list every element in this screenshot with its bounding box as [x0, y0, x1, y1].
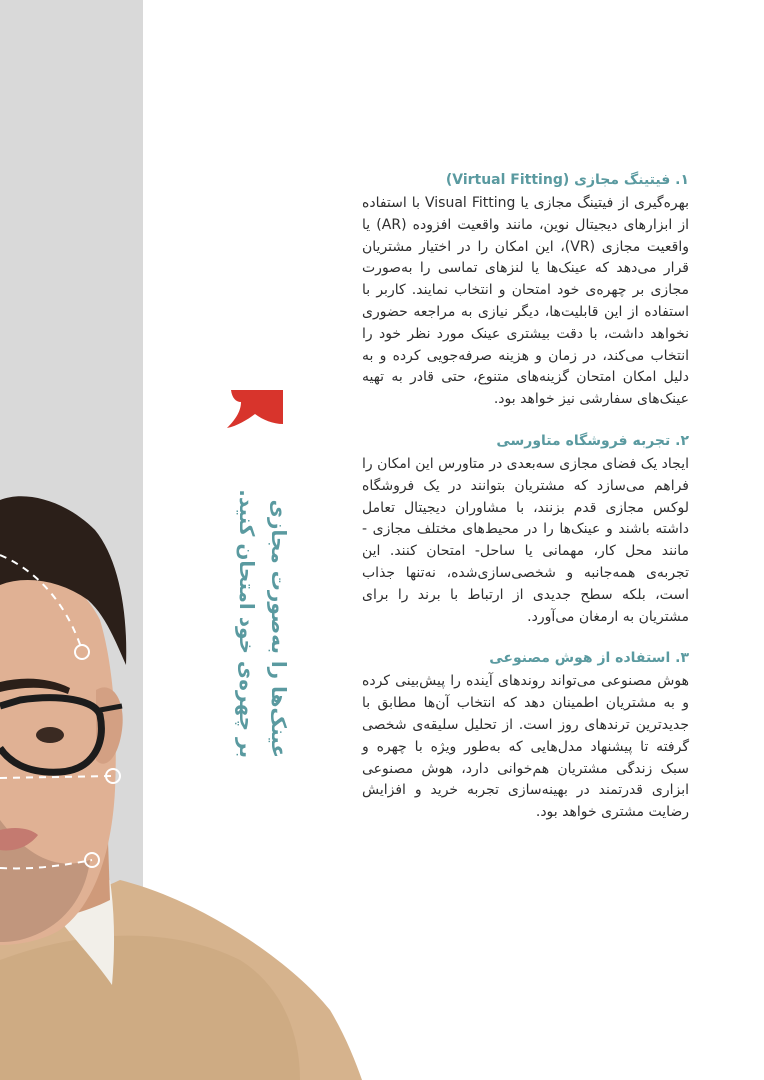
section-body: هوش مصنوعی می‌تواند روندهای آینده را پیش‌بینی کرده و به مشتریان اطمینان دهد که انتخاب آن‌ها مطابق با جدیدترین ترندهای روز است. از تحلیل سلیقه‌ی شخصی گرفته تا پیشنهاد مدل‌هایی که به‌طور ویژه با چهره و سبک زندگی مشتریان هم‌خوانی دارد، هوش مصنوعی ابزاری قدرتمند در بهینه‌سازی تجربه خرید و افزایش رضایت مشتری خواهد بود.	[362, 673, 689, 821]
article-content	[362, 170, 689, 844]
section-heading: ۲. تجربه فروشگاه متاورسی	[496, 432, 689, 449]
section-heading: ۳. استفاده از هوش مصنوعی	[489, 650, 689, 667]
red-accent-mark	[223, 390, 285, 430]
vertical-title-line1: عینک‌ها را به‌صورت مجازی	[267, 499, 291, 758]
section-body: بهره‌گیری از فیتینگ مجازی یا Visual Fitting با استفاده از ابزارهای دیجیتال نوین، مانند واقعیت افزوده (AR) یا واقعیت مجازی (VR)، این امکان را در اختیار مشتریان قرار می‌دهد که عینک‌ها یا لنزهای تماسی را به‌صورت مجازی بر چهره‌ی خود امتحان و انتخاب نمایند. کاربر با استفاده از این قابلیت‌ها، دیگر نیازی به مراجعه حضوری نخواهد داشت، با دقت بیشتری عینک مورد نظر خود را انتخاب می‌کند، در زمان و هزینه صرفه‌جویی کرده و به دلیل امکان امتحان گزینه‌های متنوع، حتی قادر به تهیه عینک‌های سفارشی نیز خواهد بود.	[362, 195, 690, 408]
section-body: ایجاد یک فضای مجازی سه‌بعدی در متاورس این امکان را فراهم می‌سازد که مشتریان بتوانند در یک فروشگاه لوکس مجازی قدم بزنند، با مشاوران دیجیتال تعامل داشته باشند و عینک‌ها را در محیط‌های مختلف مجازی - مانند محل کار، مهمانی یا ساحل- امتحان کنند. این تجربه‌ی همه‌جانبه و شخصی‌سازی‌شده، نه‌تنها جذاب است، بلکه سطح جدیدی از ارتباط با برند را برای مشتریان به ارمغان می‌آورد.	[362, 455, 689, 625]
vertical-title	[225, 438, 295, 758]
vertical-title-line2: بر چهره‌ی خود امتحان کنید.	[235, 489, 259, 758]
section-virtual-fitting	[362, 170, 689, 411]
section-metaverse-store	[362, 431, 689, 628]
section-artificial-intelligence	[362, 648, 689, 824]
section-heading: ۱. فیتینگ مجازی (Virtual Fitting)	[445, 172, 689, 188]
